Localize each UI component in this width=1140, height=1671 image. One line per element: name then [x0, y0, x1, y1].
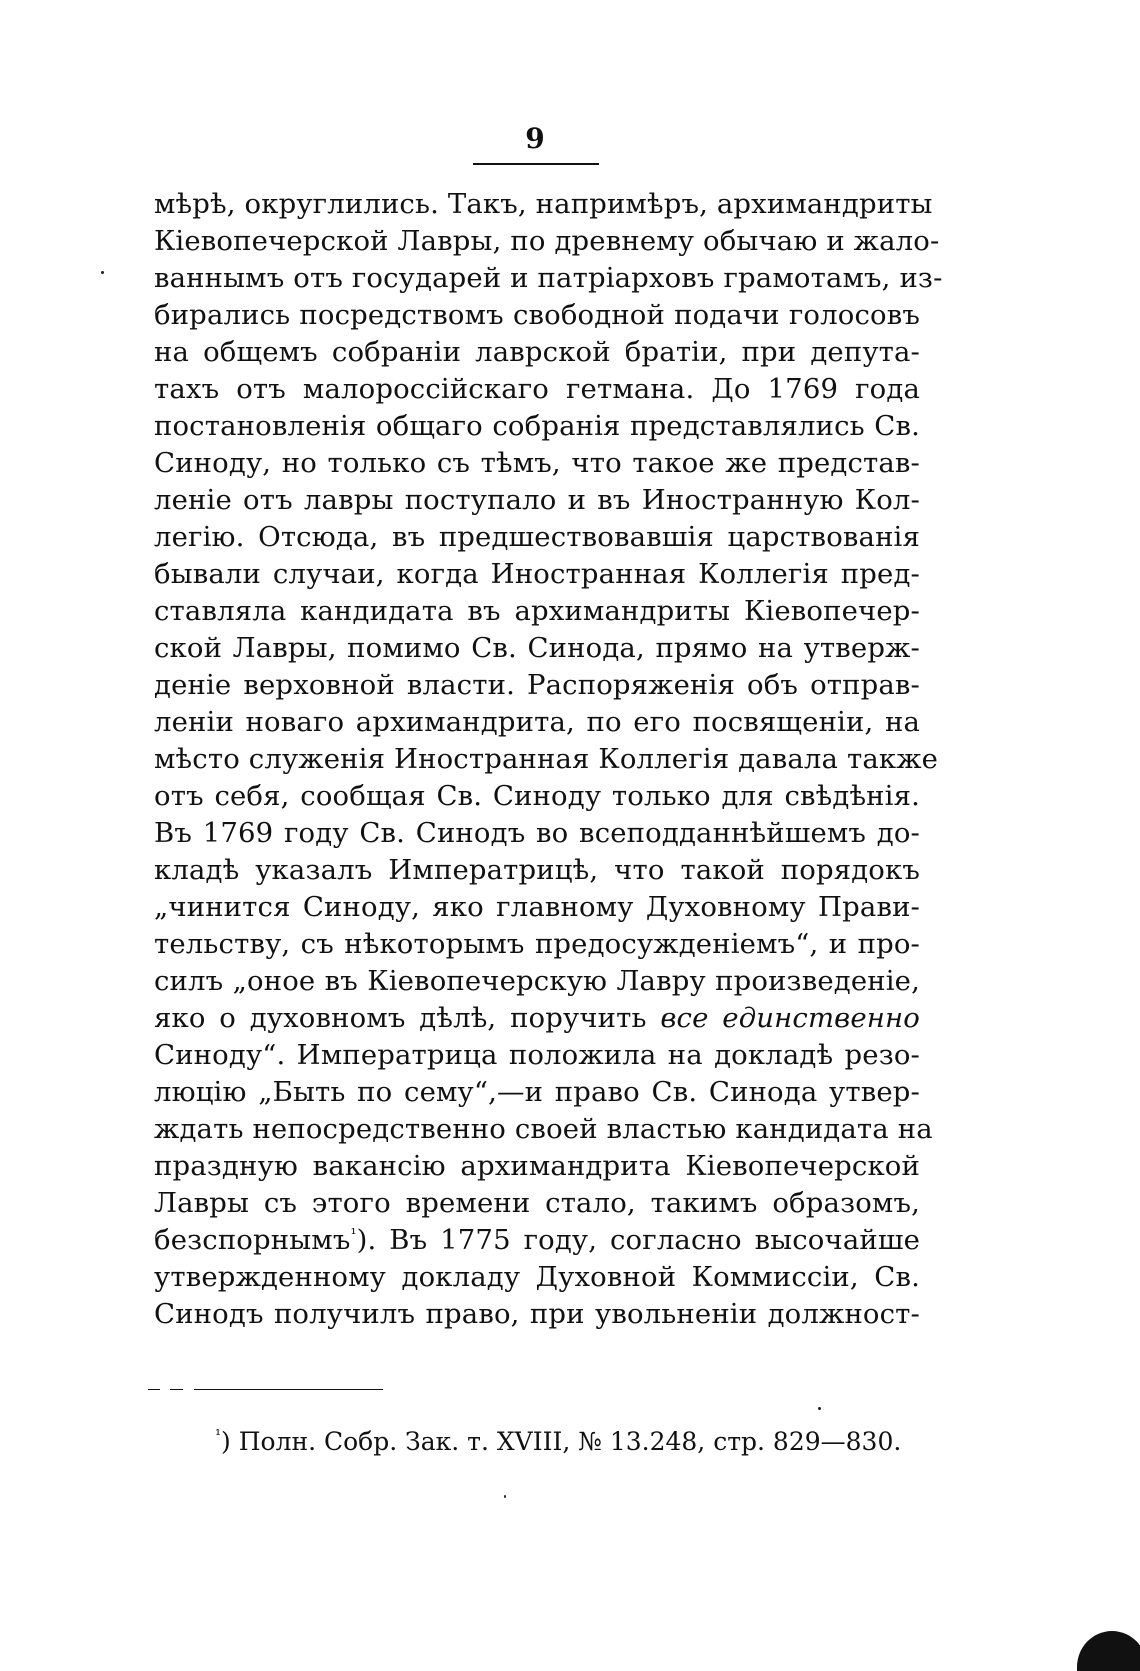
text-line: Синодъ получилъ право, при увольненіи должност-	[154, 1298, 920, 1330]
text-line: бывали случаи, когда Иностранная Коллегія пред-	[154, 558, 920, 590]
text-line: деніе верховной власти. Распоряженія объ отправ-	[154, 669, 920, 701]
text-line: Лавры съ этого времени стало, такимъ образомъ,	[154, 1187, 920, 1219]
body-text	[154, 186, 943, 1333]
text-line: тахъ отъ малороссійскаго гетмана. До 1769 года	[154, 373, 920, 405]
text-line: тельству, съ нѣкоторымъ предосужденіемъ“, и про-	[154, 928, 920, 960]
text-line: ставляла кандидата въ архимандриты Кіевопечер-	[154, 595, 920, 627]
text-line-with-note	[154, 1222, 920, 1259]
text-line: Синоду“. Императрица положила на докладѣ резо-	[154, 1039, 920, 1071]
text-line: на общемъ собраніи лаврской братіи, при депута-	[154, 336, 920, 368]
footnote-reference: ¹	[350, 1225, 357, 1243]
footnote-marker: ¹	[215, 1426, 222, 1444]
footnote-text: ) Полн. Собр. Зак. т. XVIII, № 13.248, стр. 829—830.	[221, 1427, 902, 1456]
text-line: мѣсто служенія Иностранная Коллегія давала также	[154, 743, 939, 775]
ink-blot	[1077, 1631, 1140, 1671]
text-line: утвержденному докладу Духовной Коммиссіи, Св.	[154, 1261, 920, 1293]
footnote-rule-dash	[170, 1389, 183, 1390]
text-line-with-italic	[154, 1000, 920, 1037]
text-line: Въ 1769 году Св. Синодъ во всеподданнѣйшемъ до-	[154, 817, 920, 849]
text-line: леніе отъ лавры поступало и въ Иностранную Кол-	[154, 484, 920, 516]
text-line: ской Лавры, помимо Св. Синода, прямо на утверж-	[154, 632, 920, 664]
text-line: „чинится Синоду, яко главному Духовному Прави-	[154, 891, 920, 923]
text-line: люцію „Быть по сему“,—и право Св. Синода утвер-	[154, 1076, 920, 1108]
text-line: постановленія общаго собранія представлялись Св.	[154, 410, 920, 442]
footnote	[215, 1425, 935, 1459]
text-line: Синоду, но только съ тѣмъ, что такое же представ-	[154, 447, 920, 479]
text-line-end: ). Въ 1775 году, согласно высочайше	[356, 1224, 920, 1256]
footnote-rule	[194, 1389, 383, 1390]
text-line: Кіевопечерской Лавры, по древнему обычаю и жало-	[154, 225, 940, 257]
text-line: леніи новаго архимандрита, по его посвященіи, на	[154, 706, 920, 738]
page-number-rule	[473, 163, 599, 165]
scan-speck	[101, 271, 104, 274]
italic-emphasis: все единственно	[660, 1002, 920, 1034]
text-line: праздную вакансію архимандрита Кіевопечерской	[154, 1150, 920, 1182]
text-line: силъ „оное въ Кіевопечерскую Лавру произведеніе,	[154, 965, 920, 997]
text-line: легію. Отсюда, въ предшествовавшія царствованія	[154, 521, 920, 553]
page-number: 9	[525, 122, 545, 155]
scan-speck	[818, 1407, 821, 1410]
text-line: кладѣ указалъ Императрицѣ, что такой порядокъ	[154, 854, 920, 886]
text-line: отъ себя, сообщая Св. Синоду только для свѣдѣнія.	[154, 780, 920, 812]
scan-speck	[504, 1495, 506, 1498]
text-line-start: яко о духовномъ дѣлѣ, поручить	[154, 1002, 647, 1034]
text-line: ваннымъ отъ государей и патріарховъ грамотамъ, из-	[154, 262, 943, 294]
text-line: бирались посредствомъ свободной подачи голосовъ	[154, 299, 920, 331]
footnote-rule-dash	[148, 1389, 160, 1390]
text-line: мѣрѣ, округлились. Такъ, напримѣръ, архимандриты	[154, 188, 933, 220]
text-line-start: безспорнымъ	[154, 1224, 351, 1256]
text-line: ждать непосредственно своей властью кандидата на	[154, 1113, 933, 1145]
